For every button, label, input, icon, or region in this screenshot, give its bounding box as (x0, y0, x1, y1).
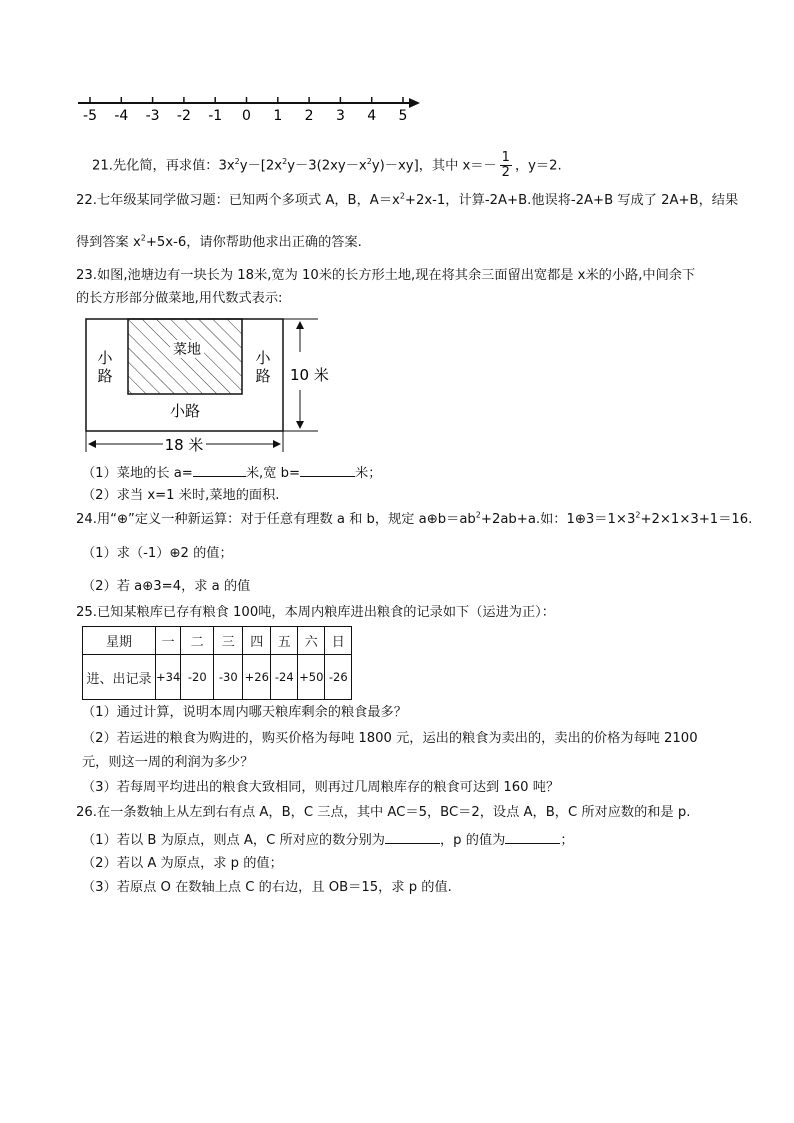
question-24-part-2: （2）若 a⊕3=4，求 a 的值 (82, 579, 251, 594)
table-cell: +26 (243, 655, 271, 700)
path-bottom-label: 小路 (169, 402, 201, 420)
number-line-tick-label: -3 (145, 108, 160, 124)
question-25-part-2-line-1: （2）若运进的粮食为购进的，购买价格为每吨 1800 元，运出的粮食为卖出的，卖出的价格为每吨 2100 (82, 731, 698, 746)
table-row (83, 655, 352, 700)
number-line (70, 88, 430, 128)
number-line-tick-label: 1 (273, 108, 283, 124)
path-left-label-2: 路 (97, 367, 113, 385)
answer-blank-b[interactable] (300, 464, 355, 477)
table-header-cell: 二 (181, 627, 214, 655)
table-cell: -20 (181, 655, 214, 700)
question-23-part-2: （2）求当 x=1 米时,菜地的面积. (82, 488, 280, 503)
table-cell: -26 (325, 655, 352, 700)
question-26-part-1: （1）若以 B 为原点，则点 A，C 所对应的数分别为 ，p 的值为 ； (82, 833, 574, 848)
question-23-line-1: 23.如图,池塘边有一块长为 18米,宽为 10米的长方形土地,现在将其余三面留出宽都是 x米的小路,中间余下 (76, 268, 696, 283)
answer-blank-p[interactable] (505, 831, 560, 844)
number-line-tick-label: -5 (83, 108, 97, 124)
number-line-tick-label: 5 (398, 108, 408, 124)
question-24-part-1: （1）求（-1）⊕2 的值； (82, 546, 233, 561)
number-line-tick-label: -2 (176, 108, 191, 124)
table-cell: -24 (271, 655, 298, 700)
number-line-tick-label: -4 (114, 108, 129, 124)
question-25-part-1: （1）通过计算，说明本周内哪天粮库剩余的粮食最多？ (82, 705, 407, 720)
question-26-part-3: （3）若原点 O 在数轴上点 C 的右边，且 OB＝15，求 p 的值. (82, 880, 452, 895)
table-header-cell: 三 (214, 627, 243, 655)
table-header-cell: 六 (298, 627, 325, 655)
table-header-cell: 一 (156, 627, 181, 655)
question-26-part-2: （2）若以 A 为原点，求 p 的值； (82, 856, 283, 871)
number-line-tick-label: 2 (304, 108, 314, 124)
table-header-cell: 四 (243, 627, 271, 655)
grain-record-table (82, 626, 352, 700)
fraction-one-half: $\frac{1}{2}$ (501, 150, 510, 180)
number-line-tick-label: 0 (242, 108, 251, 124)
table-header-row (83, 627, 352, 655)
number-line-tick-label: 4 (367, 108, 377, 124)
garden-label: 菜地 (173, 342, 201, 358)
path-right-label-2: 路 (255, 367, 271, 385)
question-25-part-3: （3）若每周平均进出的粮食大致相同，则再过几周粮库存的粮食可达到 160 吨？ (82, 780, 560, 795)
question-22-line-1: 22.七年级某同学做习题：已知两个多项式 A，B，$A=x^2+2x-1$，计算-2A+B.他误将-2A+B 写成了 2A+B，结果 (76, 191, 739, 208)
question-25: 25.已知某粮库已存有粮食 100吨，本周内粮库进出粮食的记录如下（运进为正）： (76, 605, 555, 620)
number-line-tick-label: -1 (208, 108, 223, 124)
number-line-arrow (409, 98, 420, 108)
height-label: 10 米 (290, 366, 329, 384)
answer-blank-a[interactable] (193, 464, 246, 477)
question-24: 24.用“⊕”定义一种新运算：对于任意有理数 a 和 b，规定 $a\oplus b=ab^2+2ab+a$.如：$1\oplus 3=1\times 3^2+2\times 1\times 3+1=16$. (76, 510, 753, 527)
answer-blank-ac[interactable] (385, 831, 440, 844)
path-right-label-1: 小 (255, 349, 271, 367)
garden-figure (78, 312, 338, 460)
question-22-line-2: 得到答案 $x^2+5x-6$，请你帮助他求出正确的答案. (76, 233, 362, 250)
number-line-tick-label: 3 (335, 108, 345, 124)
path-left-label-1: 小 (97, 349, 113, 367)
table-cell: +34 (156, 655, 181, 700)
question-23-part-1: （1）菜地的长 a= 米,宽 b= 米； (82, 466, 382, 481)
table-cell: 进、出记录 (83, 655, 156, 700)
table-cell: +50 (298, 655, 325, 700)
question-26: 26.在一条数轴上从左到右有点 A，B，C 三点，其中 AC＝5，BC＝2，设点 A，B，C 所对应数的和是 p. (76, 805, 691, 820)
table-header-cell: 星期 (83, 627, 156, 655)
width-label: 18 米 (164, 436, 204, 454)
question-21: 21.先化简，再求值：$3x^2y-[2x^2y-3(2xy-x^2y)-xy]$，其中 x＝－ $\frac{1}{2}$ ，y＝2. (92, 150, 562, 180)
table-cell: -30 (214, 655, 243, 700)
table-header-cell: 五 (271, 627, 298, 655)
question-25-part-2-line-2: 元，则这一周的利润为多少？ (82, 755, 254, 770)
table-header-cell: 日 (325, 627, 352, 655)
question-23-line-2: 的长方形部分做菜地,用代数式表示: (76, 291, 283, 306)
